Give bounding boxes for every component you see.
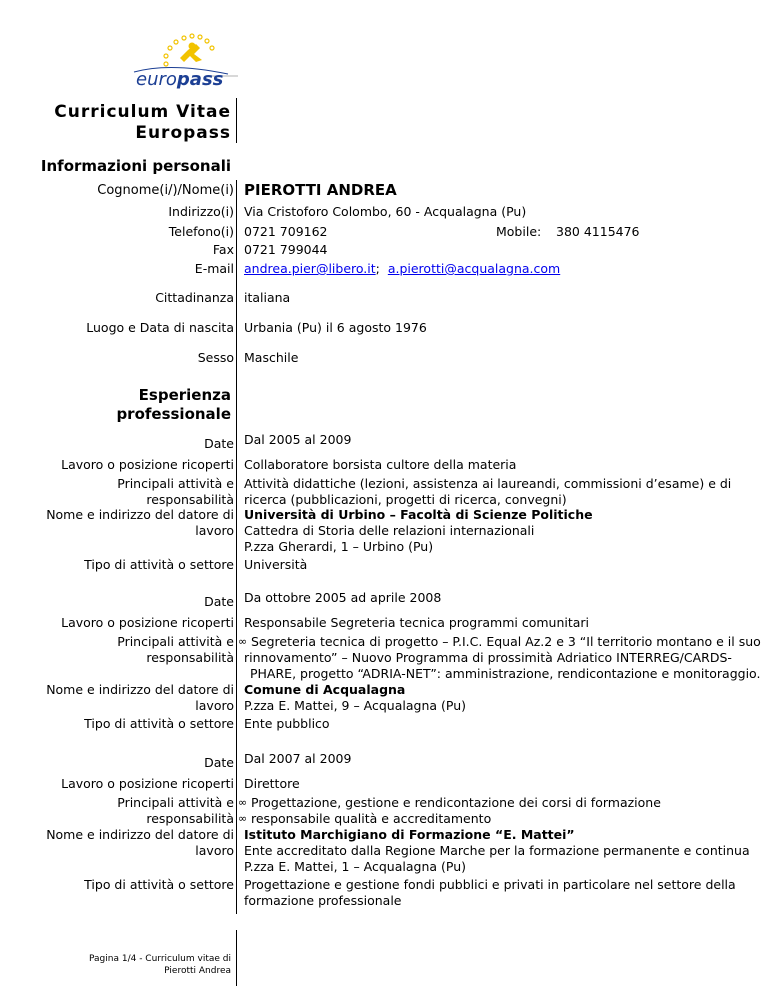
sex-label: Sesso: [197, 350, 234, 365]
job2-date: Da ottobre 2005 ad aprile 2008: [244, 590, 442, 605]
logo-text-pass: pass: [176, 69, 224, 90]
job1-employer-label-1: Nome e indirizzo del datore di: [46, 507, 234, 522]
job1-activities-1: Attività didattiche (lezioni, assistenza ai laureandi, commissioni d’esame) e di: [244, 476, 732, 491]
job3-employer-line-3: P.zza E. Mattei, 1 – Acqualagna (Pu): [244, 859, 467, 874]
job3-employer-label-2: lavoro: [195, 843, 234, 858]
job3-position-label: Lavoro o posizione ricoperti: [61, 776, 234, 791]
footer-line-2: Pierotti Andrea: [164, 966, 231, 976]
mobile-label: Mobile:: [496, 224, 542, 239]
email-separator: ;: [375, 261, 380, 276]
job2-employer-line-2: P.zza E. Mattei, 9 – Acqualagna (Pu): [244, 698, 467, 713]
email-label: E-mail: [194, 261, 234, 276]
birth-label: Luogo e Data di nascita: [86, 320, 234, 335]
page-footer: [89, 953, 231, 977]
job1-position: Collaboratore borsista cultore della materia: [244, 457, 517, 472]
europass-logo: [130, 28, 240, 94]
column-separator-footer: [236, 930, 237, 986]
section-title-personal: Informazioni personali: [40, 157, 231, 175]
job1-activities-2: ricerca (pubblicazioni, progetti di ricerca, convegni): [244, 492, 567, 507]
fax-value: 0721 799044: [244, 242, 328, 257]
job3-employer-line-2: Ente accreditato dalla Regione Marche per la formazione permanente e continua: [244, 843, 750, 858]
phone-value: 0721 709162: [244, 224, 328, 239]
job1-date: Dal 2005 al 2009: [244, 432, 352, 447]
address-label: Indirizzo(i): [168, 204, 234, 219]
job2-activities-1: Segreteria tecnica di progetto – P.I.C. Equal Az.2 e 3 “Il territorio montano e il suo: [251, 634, 761, 649]
job3-activities-label-2: responsabilità: [146, 811, 234, 826]
job2-date-label: Date: [204, 594, 234, 609]
job2-position: Responsabile Segreteria tecnica programmi comunitari: [244, 615, 590, 630]
email-link-1[interactable]: andrea.pier@libero.it: [244, 261, 376, 276]
birth-value: Urbania (Pu) il 6 agosto 1976: [244, 320, 427, 335]
job2-employer-label-2: lavoro: [195, 698, 234, 713]
job1-activities-label-1: Principali attività e: [117, 476, 234, 491]
email-link-2[interactable]: a.pierotti@acqualagna.com: [387, 261, 561, 276]
sex-value: Maschile: [244, 350, 299, 365]
logo-text-euro: euro: [136, 69, 177, 90]
title-line-1: Curriculum Vitae: [54, 102, 231, 122]
column-separator-main: [236, 180, 237, 914]
job3-date: Dal 2007 al 2009: [244, 751, 352, 766]
name-label: Cognome(i/)/Nome(i): [97, 183, 234, 198]
phone-label: Telefono(i): [168, 224, 234, 239]
job2-activities-label-1: Principali attività e: [117, 634, 234, 649]
title-line-2: Europass: [135, 123, 231, 143]
mobile-value: 380 4115476: [556, 224, 640, 239]
job2-position-label: Lavoro o posizione ricoperti: [61, 615, 234, 630]
job3-date-label: Date: [204, 755, 234, 770]
citizenship-value: italiana: [244, 290, 291, 305]
job1-position-label: Lavoro o posizione ricoperti: [61, 457, 234, 472]
job2-sector: Ente pubblico: [244, 716, 330, 731]
job2-sector-label: Tipo di attività o settore: [84, 716, 234, 731]
job3-sector-label: Tipo di attività o settore: [84, 877, 234, 892]
job2-activities-label-2: responsabilità: [146, 650, 234, 665]
fax-label: Fax: [212, 242, 234, 257]
job1-sector-label: Tipo di attività o settore: [84, 557, 234, 572]
job2-employer-name: Comune di Acqualagna: [244, 682, 406, 697]
experience-title-line-1: Esperienza: [138, 386, 231, 404]
section-title-experience: [116, 386, 231, 424]
job1-employer-line-3: P.zza Gherardi, 1 – Urbino (Pu): [244, 539, 434, 554]
email-values: [244, 261, 560, 277]
document-title: [54, 102, 231, 144]
job1-sector: Università: [244, 557, 308, 572]
job3-bullet-icon-2: ∞: [238, 812, 248, 825]
experience-title-line-2: professionale: [116, 405, 231, 423]
job3-position: Direttore: [244, 776, 300, 791]
citizenship-label: Cittadinanza: [155, 290, 234, 305]
job1-date-label: Date: [204, 436, 234, 451]
job1-employer-line-2: Cattedra di Storia delle relazioni internazionali: [244, 523, 535, 538]
job1-activities-label-2: responsabilità: [146, 492, 234, 507]
job3-activities-2: responsabile qualità e accreditamento: [251, 811, 492, 826]
column-separator-top: [236, 98, 237, 143]
job3-sector-2: formazione professionale: [244, 893, 402, 908]
job3-bullet-icon-1: ∞: [238, 796, 248, 809]
job2-employer-label-1: Nome e indirizzo del datore di: [46, 682, 234, 697]
job3-employer-name: Istituto Marchigiano di Formazione “E. Mattei”: [244, 827, 575, 842]
job1-employer-label-2: lavoro: [195, 523, 234, 538]
job2-activities-2: rinnovamento” – Nuovo Programma di prossimità Adriatico INTERREG/CARDS-: [244, 650, 732, 665]
footer-line-1: Pagina 1/4 - Curriculum vitae di: [89, 954, 231, 964]
address-value: Via Cristoforo Colombo, 60 - Acqualagna (Pu): [244, 204, 527, 219]
job2-bullet-icon: ∞: [238, 635, 248, 648]
name-value: PIEROTTI ANDREA: [244, 181, 397, 199]
job3-activities-label-1: Principali attività e: [117, 795, 234, 810]
job3-employer-label-1: Nome e indirizzo del datore di: [46, 827, 234, 842]
job3-activities-1: Progettazione, gestione e rendicontazione dei corsi di formazione: [251, 795, 661, 810]
job1-employer-name: Università di Urbino – Facoltà di Scienze Politiche: [244, 507, 593, 522]
job2-activities-3: PHARE, progetto “ADRIA-NET”: amministrazione, rendicontazione e monitoraggio.: [250, 666, 761, 681]
job3-sector-1: Progettazione e gestione fondi pubblici e privati in particolare nel settore della: [244, 877, 736, 892]
